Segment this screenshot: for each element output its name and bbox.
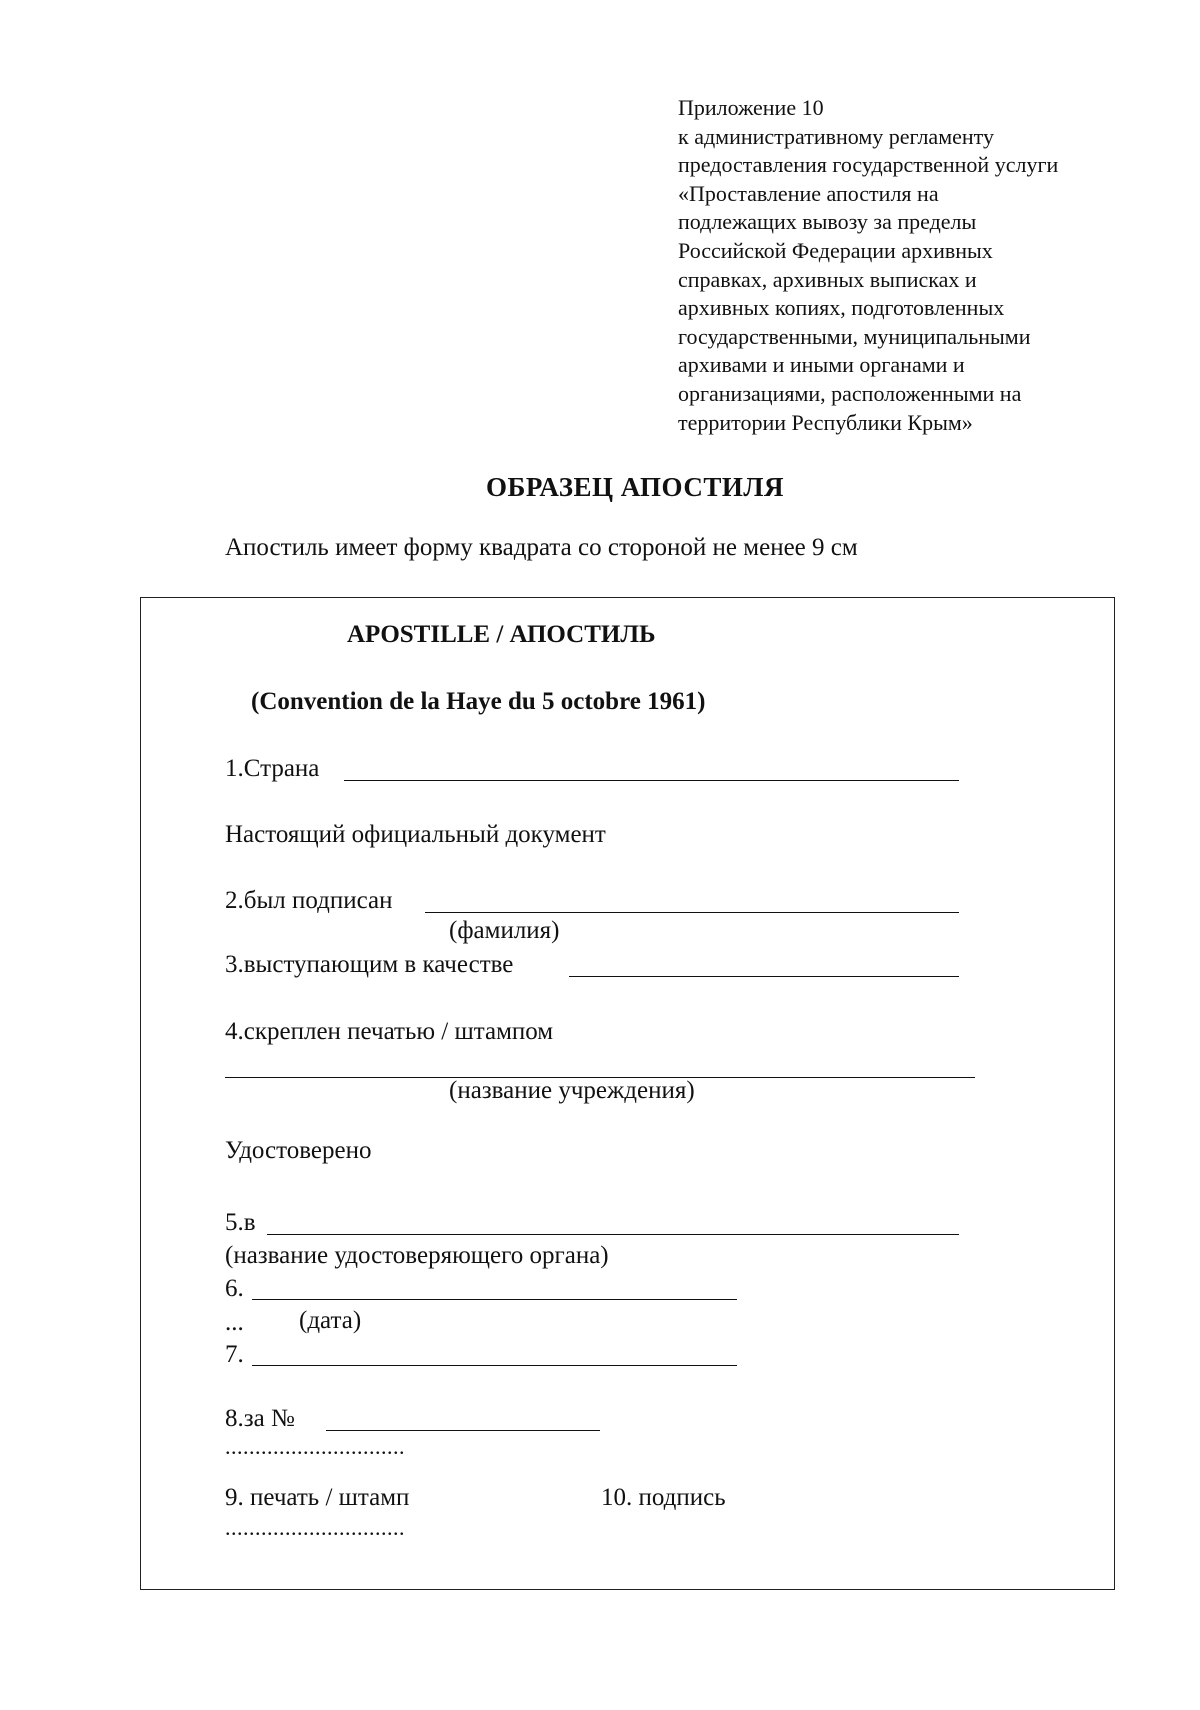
appendix-line: Приложение 10: [678, 95, 824, 120]
apostille-heading: APOSTILLE / АПОСТИЛЬ: [347, 621, 656, 648]
field-6-line[interactable]: [252, 1299, 737, 1300]
appendix-line: «Проставление апостиля на: [678, 180, 939, 206]
appendix-line: организациями, расположенными на: [678, 380, 1022, 406]
field-6-label: 6.: [225, 1275, 244, 1302]
field-5-hint: (название удостоверяющего органа): [225, 1242, 609, 1269]
field-2-hint: (фамилия): [449, 917, 560, 944]
appendix-line: архивами и иными органами и: [678, 352, 965, 378]
field-7-label: 7.: [225, 1341, 244, 1368]
field-9-dots: ..............................: [225, 1515, 405, 1540]
certified-text: Удостоверено: [225, 1137, 372, 1164]
appendix-line: территории Республики Крым»: [678, 409, 973, 435]
appendix-line: подлежащих вывозу за пределы: [678, 209, 977, 235]
field-8-label: 8.за №: [225, 1405, 295, 1432]
official-document-text: Настоящий официальный документ: [225, 821, 606, 848]
field-3-line[interactable]: [569, 976, 959, 977]
field-3-label: 3.выступающим в качестве: [225, 951, 514, 978]
field-1-line[interactable]: [344, 780, 959, 781]
appendix-line: Российской Федерации архивных: [678, 237, 993, 263]
field-10-label: 10. подпись: [601, 1484, 726, 1511]
field-9-label: 9. печать / штамп: [225, 1484, 410, 1511]
appendix-line: к административному регламенту: [678, 123, 994, 149]
convention-text: (Convention de la Haye du 5 octobre 1961): [251, 688, 706, 715]
appendix-line: архивных копиях, подготовленных: [678, 295, 1005, 321]
date-prefix: ...: [225, 1309, 244, 1336]
field-1-label: 1.Страна: [225, 755, 320, 782]
document-title: ОБРАЗЕЦ АПОСТИЛЯ: [485, 472, 784, 502]
field-5-label: 5.в: [225, 1209, 256, 1236]
field-4-label: 4.скреплен печатью / штампом: [225, 1018, 554, 1045]
appendix-line: справках, архивных выписках и: [678, 266, 977, 292]
field-5-line[interactable]: [267, 1234, 959, 1235]
field-2-label: 2.был подписан: [225, 887, 393, 914]
appendix-line: государственными, муниципальными: [678, 323, 1031, 349]
appendix-line: предоставления государственной услуги: [678, 152, 1059, 178]
field-8-dots: ..............................: [225, 1434, 405, 1459]
field-2-line[interactable]: [425, 912, 959, 913]
appendix-block: [678, 94, 1138, 437]
apostille-frame: [140, 597, 1115, 1590]
field-4-hint: (название учреждения): [449, 1077, 695, 1104]
date-hint: (дата): [299, 1307, 362, 1334]
document-subtitle: Апостиль имеет форму квадрата со стороной не менее 9 см: [225, 534, 858, 561]
field-7-line[interactable]: [252, 1365, 737, 1366]
field-8-line[interactable]: [326, 1430, 600, 1431]
